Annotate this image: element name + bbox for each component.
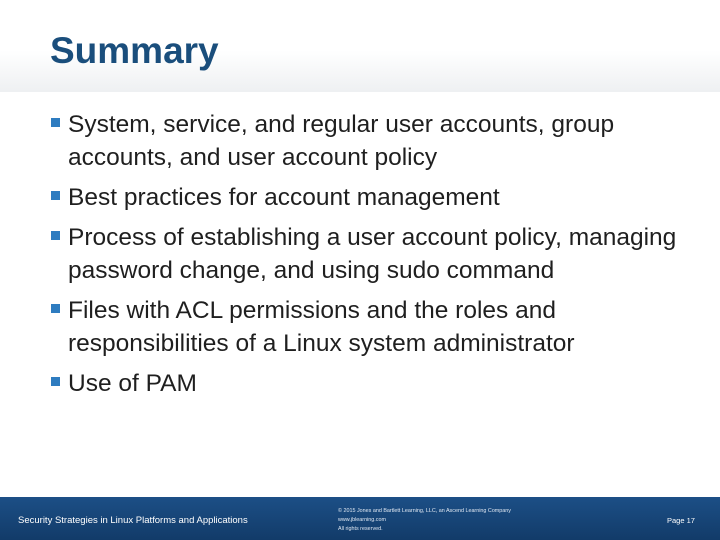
bullet-text: Best practices for account management bbox=[68, 184, 500, 211]
copyright-notice bbox=[338, 507, 511, 534]
bullet-item bbox=[50, 294, 690, 360]
bullet-item bbox=[50, 367, 690, 400]
page-number: Page 17 bbox=[667, 516, 695, 525]
bullet-text: Use of PAM bbox=[68, 370, 197, 397]
bullet-item bbox=[50, 181, 690, 214]
bullet-text: Process of establishing a user account policy, managing password change, and using sudo command bbox=[68, 224, 677, 284]
square-bullet-icon bbox=[51, 118, 60, 127]
bullet-item bbox=[50, 108, 690, 174]
bullet-text: System, service, and regular user accounts, group accounts, and user account policy bbox=[68, 111, 615, 171]
copyright-line: © 2015 Jones and Bartlett Learning, LLC, an Ascend Learning Company bbox=[338, 508, 511, 514]
bullet-text: Files with ACL permissions and the roles and responsibilities of a Linux system administrator bbox=[68, 297, 575, 357]
slide-title: Summary bbox=[50, 30, 219, 71]
publisher-website: www.jblearning.com bbox=[338, 517, 386, 523]
bullet-list bbox=[50, 108, 690, 407]
rights-reserved: All rights reserved. bbox=[338, 526, 383, 532]
course-title: Security Strategies in Linux Platforms and Applications bbox=[18, 515, 248, 526]
square-bullet-icon bbox=[51, 231, 60, 240]
footer-bar bbox=[0, 497, 720, 540]
bullet-item bbox=[50, 221, 690, 287]
square-bullet-icon bbox=[51, 191, 60, 200]
square-bullet-icon bbox=[51, 304, 60, 313]
square-bullet-icon bbox=[51, 377, 60, 386]
